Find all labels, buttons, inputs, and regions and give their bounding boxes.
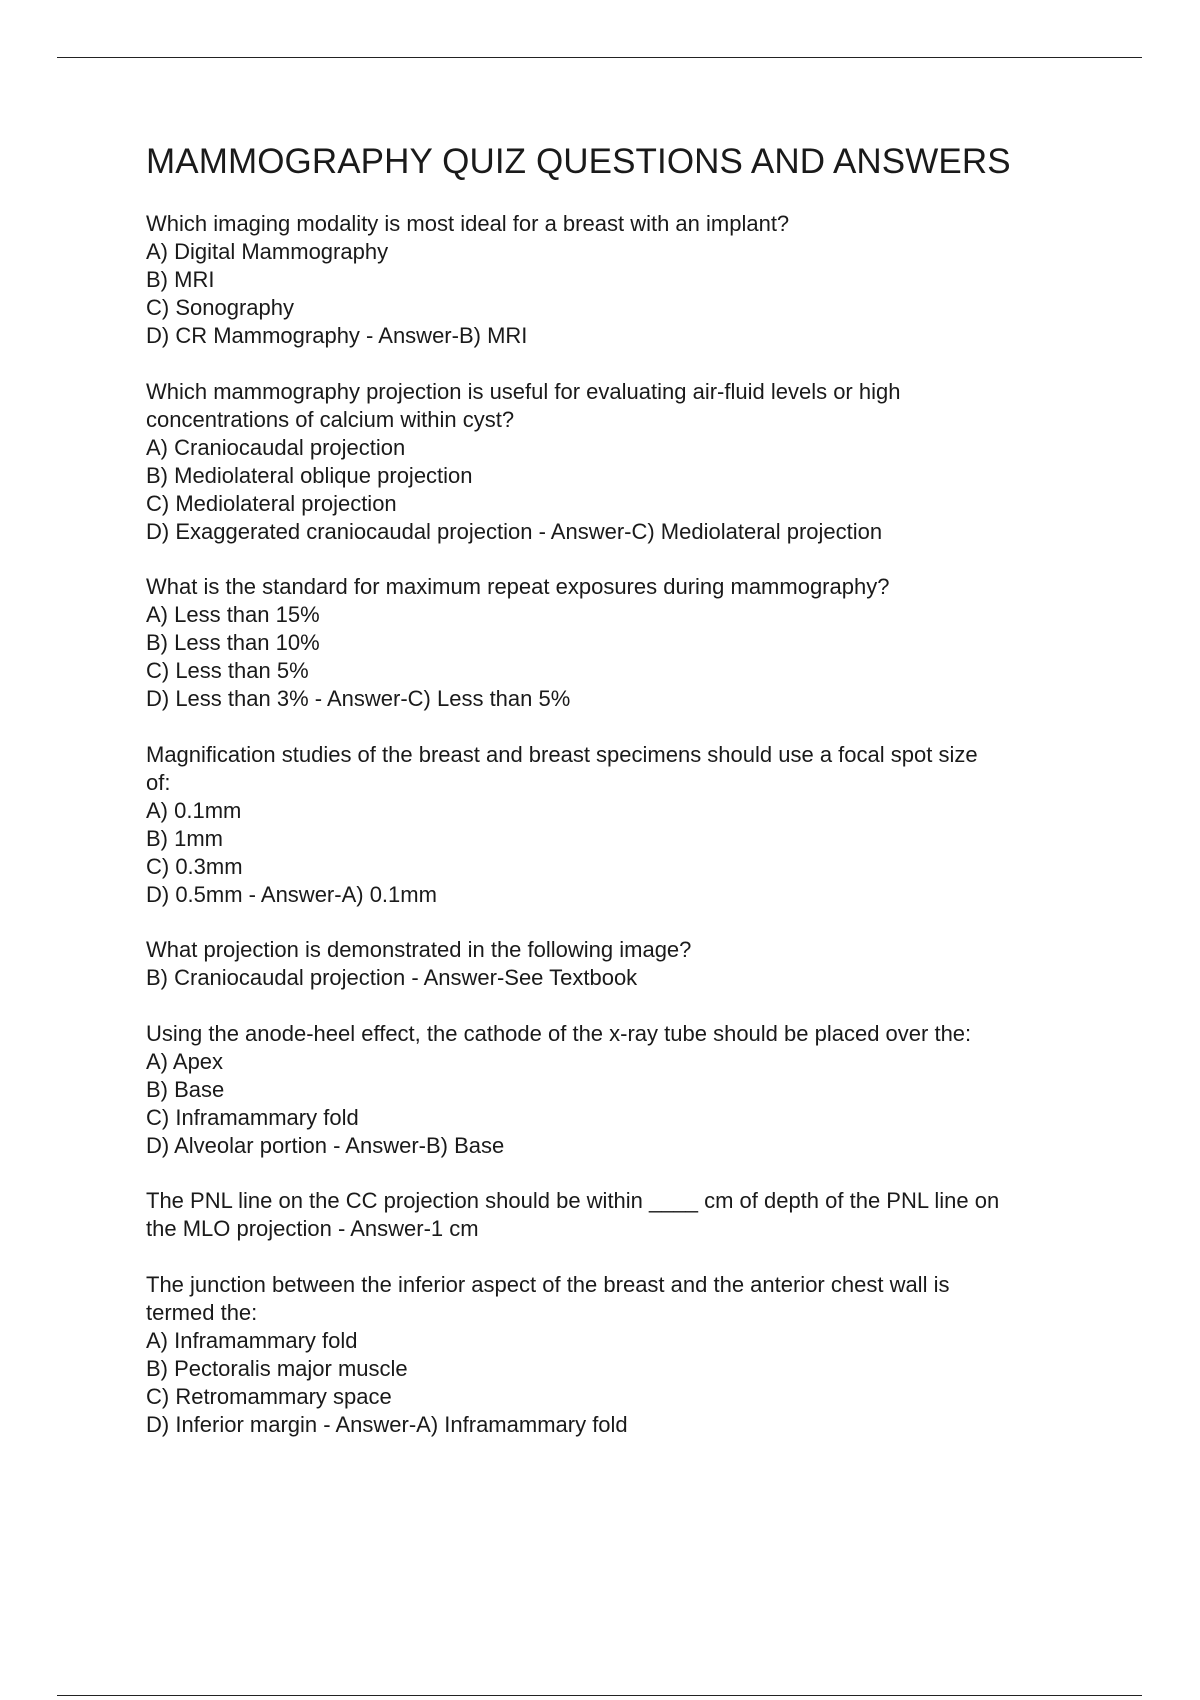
question-line: C) Retromammary space [146, 1383, 392, 1409]
question-line: C) 0.3mm [146, 853, 243, 879]
top-divider [57, 57, 1142, 58]
question-line: A) Apex [146, 1048, 224, 1074]
question-line: D) Exaggerated craniocaudal projection - Answer-C) Mediolateral projection [146, 518, 883, 544]
question-line: C) Less than 5% [146, 658, 309, 683]
question-line: B) Base [146, 1076, 225, 1102]
question-line: B) MRI [146, 267, 215, 292]
question-text: The PNL line on the CC projection should be within ____ cm of depth of the PNL line on [146, 1188, 1000, 1213]
question-line: A) Inframammary fold [146, 1327, 358, 1353]
question-block [146, 1271, 1096, 1439]
question-text: Which imaging modality is most ideal for a breast with an implant? [146, 211, 790, 236]
question-line: C) Inframammary fold [146, 1104, 359, 1130]
question-line: A) 0.1mm [146, 797, 242, 823]
question-line: D) CR Mammography - Answer-B) MRI [146, 323, 528, 348]
question-line: B) 1mm [146, 825, 223, 851]
question-block [146, 378, 1096, 546]
question-line: the MLO projection - Answer-1 cm [146, 1216, 479, 1241]
question-line: C) Sonography [146, 295, 294, 320]
question-line: termed the: [146, 1299, 258, 1325]
question-line: B) Less than 10% [146, 630, 320, 655]
bottom-divider [57, 1695, 1142, 1696]
question-line: B) Mediolateral oblique projection [146, 462, 473, 488]
question-block [146, 1020, 1096, 1160]
question-line: A) Craniocaudal projection [146, 434, 406, 460]
question-text: What projection is demonstrated in the following image? [146, 937, 692, 962]
question-line: D) Less than 3% - Answer-C) Less than 5% [146, 686, 571, 711]
question-text: Magnification studies of the breast and breast specimens should use a focal spot size [146, 741, 978, 767]
question-line: D) Inferior margin - Answer-A) Inframammary fold [146, 1411, 628, 1437]
question-block [146, 936, 1096, 992]
page-content [146, 140, 1096, 1466]
question-line: A) Digital Mammography [146, 239, 389, 264]
question-block [146, 210, 1096, 350]
question-line: B) Pectoralis major muscle [146, 1355, 408, 1381]
question-line: D) 0.5mm - Answer-A) 0.1mm [146, 881, 437, 907]
question-list [146, 210, 1096, 1439]
document-title: MAMMOGRAPHY QUIZ QUESTIONS AND ANSWERS [146, 142, 1011, 181]
question-line: D) Alveolar portion - Answer-B) Base [146, 1132, 505, 1158]
question-block [146, 741, 1096, 909]
question-block [146, 1187, 1096, 1243]
question-block [146, 573, 1096, 713]
question-line: of: [146, 769, 171, 795]
question-text: Using the anode-heel effect, the cathode of the x-ray tube should be placed over the: [146, 1020, 972, 1046]
question-text: What is the standard for maximum repeat exposures during mammography? [146, 574, 890, 599]
question-line: A) Less than 15% [146, 602, 320, 627]
question-line: C) Mediolateral projection [146, 490, 397, 516]
question-text: The junction between the inferior aspect of the breast and the anterior chest wall is [146, 1271, 950, 1297]
question-line: concentrations of calcium within cyst? [146, 406, 515, 432]
question-text: Which mammography projection is useful for evaluating air-fluid levels or high [146, 378, 901, 404]
question-line: B) Craniocaudal projection - Answer-See Textbook [146, 965, 638, 990]
